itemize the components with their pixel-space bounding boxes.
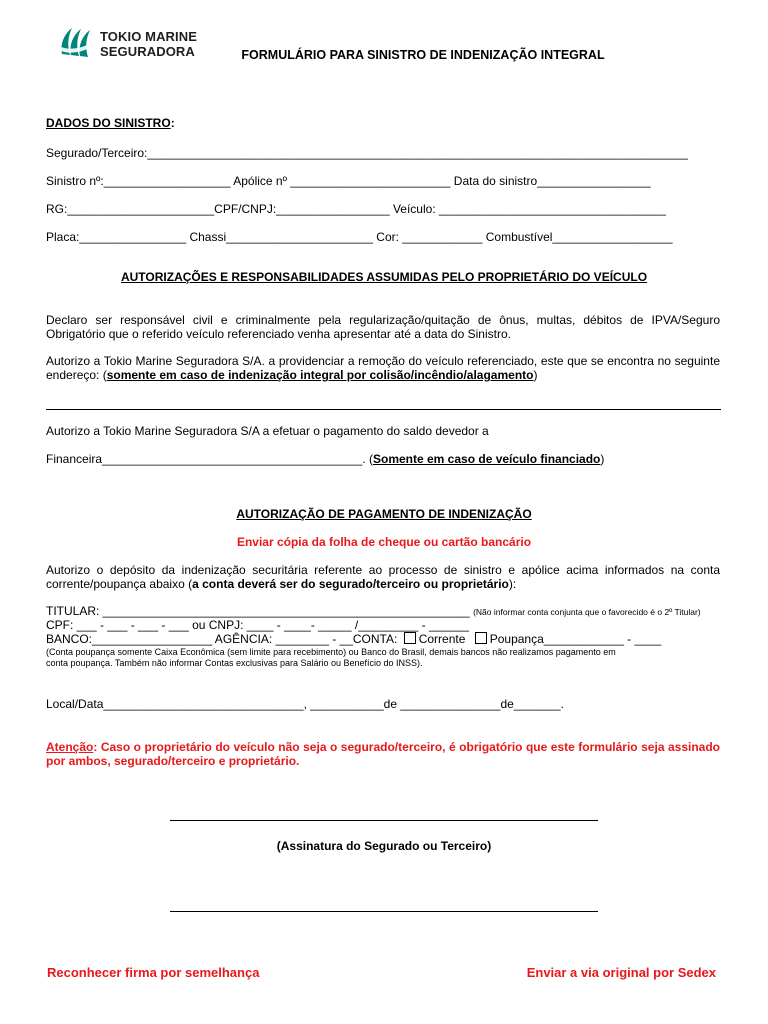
poupanca-checkbox[interactable] [475,632,487,644]
autorizacoes-heading: AUTORIZAÇÕES E RESPONSABILIDADES ASSUMIDAS PELO PROPRIETÁRIO DO VEÍCULO [120,270,648,284]
form-title: FORMULÁRIO PARA SINISTRO DE INDENIZAÇÃO INTEGRAL [241,48,605,62]
rg-cpf-veiculo-row[interactable]: RG:______________________CPF/CNPJ:_________________ Veículo: __________________________________ [46,202,666,216]
signature-caption: (Assinatura do Segurado ou Terceiro) [276,839,492,853]
local-data-field[interactable]: Local/Data______________________________, ___________de _______________de_______. [46,697,564,711]
cpf-cnpj-field[interactable]: CPF: ___ - ___ - ___ - ___ ou CNPJ: ____ - ____- _____ /_________ - ______ [46,618,469,632]
pagamento-heading: AUTORIZAÇÃO DE PAGAMENTO DE INDENIZAÇÃO [236,507,532,521]
poupanca-field[interactable]: Poupança____________ - ____ [489,632,662,646]
endereco-line[interactable] [46,409,721,410]
logo-line-1: TOKIO MARINE [100,29,198,44]
deposito-paragraph: Autorizo o depósito da indenização securitária referente ao processo de sinistro e apólice acima informados na conta corrente/poupança abaixo (a conta deverá ser do segurado/terceiro ou proprietário): [46,563,720,591]
banco-agencia-field[interactable]: BANCO:__________________ AGÊNCIA: ________ - __CONTA: [46,632,398,646]
titular-note: (Não informar conta conjunta que o favorecido é o 2º Titular) [473,607,701,617]
remocao-paragraph: Autorizo a Tokio Marine Seguradora S/A. a providenciar a remoção do veículo referenciado, este que se encontra no seguinte endereço: (somente em caso de indenização integral por colisão/incêndio/alagamento) [46,354,720,382]
signature-line-proprietario[interactable] [170,911,598,912]
titular-field[interactable]: TITULAR: _______________________________________________________ (Não informar conta conjunta que o favorecido é o 2º Titular) [46,604,701,618]
enviar-sedex-note: Enviar a via original por Sedex [526,965,716,980]
banco-agencia-conta-row [46,632,661,646]
financeira-field[interactable]: Financeira_______________________________________. (Somente em caso de veículo financiado) [46,452,605,466]
signature-line-segurado[interactable] [170,820,598,821]
saldo-devedor-paragraph: Autorizo a Tokio Marine Seguradora S/A a efetuar o pagamento do saldo devedor a [46,424,489,438]
poupanca-note: (Conta poupança somente Caixa Econômica (sem limite para recebimento) ou Banco do Brasil, demais bancos não realizamos pagamento em conta poupança. Também não informar Contas exclusivas para Salário ou Benefício do INSS). [46,647,616,668]
reconhecer-firma-note: Reconhecer firma por semelhança [47,965,260,980]
segurado-terceiro-field[interactable]: Segurado/Terceiro:_________________________________________________________________________________ [46,146,688,160]
sinistro-apolice-data-row[interactable]: Sinistro nº:___________________ Apólice nº ________________________ Data do sinistro_________________ [46,174,651,188]
corrente-checkbox[interactable] [404,632,416,644]
dados-heading: DADOS DO SINISTRO: [46,116,175,130]
corrente-label: Corrente [418,632,466,646]
logo-line-2: SEGURADORA [100,44,195,59]
atencao-paragraph: Atenção: Caso o proprietário do veículo não seja o segurado/terceiro, é obrigatório que este formulário seja assinado por ambos, segurado/terceiro e proprietário. [46,740,720,768]
declaracao-paragraph: Declaro ser responsável civil e criminalmente pela regularização/quitação de ônus, multas, débitos de IPVA/Seguro Obrigatório que o referido veículo referenciado venha apresentar até a data do Sinistro. [46,313,720,341]
placa-chassi-cor-combustivel-row[interactable]: Placa:________________ Chassi______________________ Cor: ____________ Combustível__________________ [46,230,673,244]
cheque-note: Enviar cópia da folha de cheque ou cartão bancário [236,535,532,549]
